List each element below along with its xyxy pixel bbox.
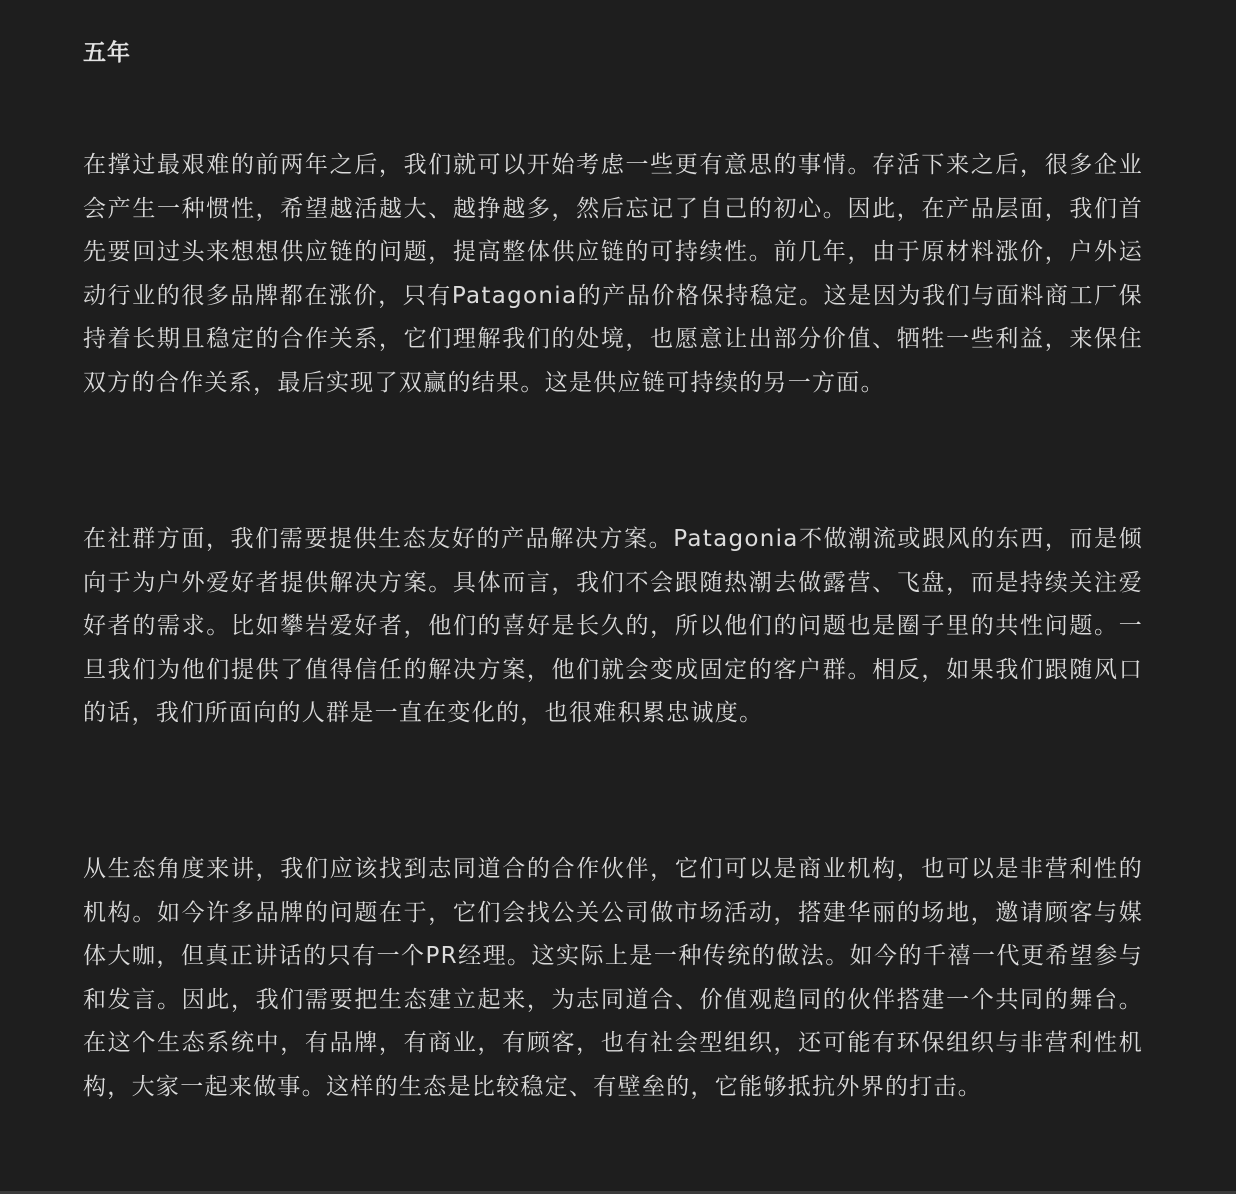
- paragraph-community: 在社群方面，我们需要提供生态友好的产品解决方案。Patagonia不做潮流或跟风的东西，而是倾向于为户外爱好者提供解决方案。具体而言，我们不会跟随热潮去做露营、飞盘，而是持续关注爱好者的需求。比如攀岩爱好者，他们的喜好是长久的，所以他们的问题也是圈子里的共性问题。一旦我们为他们提供了值得信任的解决方案，他们就会变成固定的客户群。相反，如果我们跟随风口的话，我们所面向的人群是一直在变化的，也很难积累忠诚度。: [83, 526, 1143, 726]
- section-heading: 五年: [83, 40, 131, 66]
- paragraph-ecosystem: 从生态角度来讲，我们应该找到志同道合的合作伙伴，它们可以是商业机构，也可以是非营利性的机构。如今许多品牌的问题在于，它们会找公关公司做市场活动，搭建华丽的场地，邀请顾客与媒体大咖，但真正讲话的只有一个PR经理。这实际上是一种传统的做法。如今的千禧一代更希望参与和发言。因此，我们需要把生态建立起来，为志同道合、价值观趋同的伙伴搭建一个共同的舞台。在这个生态系统中，有品牌，有商业，有顾客，也有社会型组织，还可能有环保组织与非营利性机构，大家一起来做事。这样的生态是比较稳定、有壁垒的，它能够抵抗外界的打击。: [83, 856, 1143, 1100]
- paragraph-supply-chain: 在撑过最艰难的前两年之后，我们就可以开始考虑一些更有意思的事情。存活下来之后，很多企业会产生一种惯性，希望越活越大、越挣越多，然后忘记了自己的初心。因此，在产品层面，我们首先要回过头来想想供应链的问题，提高整体供应链的可持续性。前几年，由于原材料涨价，户外运动行业的很多品牌都在涨价，只有Patagonia的产品价格保持稳定。这是因为我们与面料商工厂保持着长期且稳定的合作关系，它们理解我们的处境，也愿意让出部分价值、牺牲一些利益，来保住双方的合作关系，最后实现了双赢的结果。这是供应链可持续的另一方面。: [83, 152, 1143, 396]
